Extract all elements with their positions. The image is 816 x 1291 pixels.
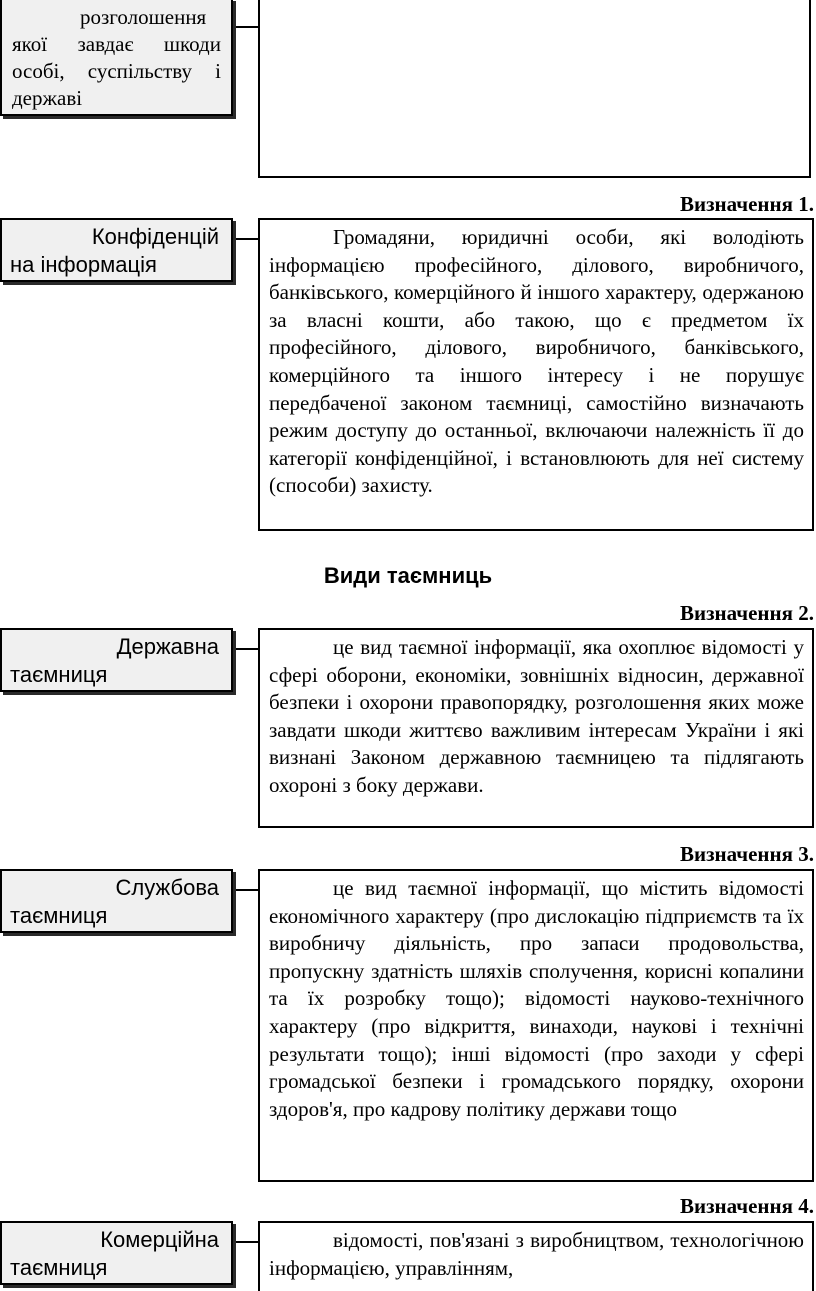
term-box (0, 218, 233, 282)
definition-box (258, 1221, 814, 1291)
connector-line (236, 26, 260, 28)
term-box (0, 869, 233, 933)
definition-label: Визначення 3. (679, 842, 814, 866)
term-fragment-line2: якої завдає шкоди особі, суспільству і державі (12, 32, 221, 110)
term-box (0, 628, 233, 692)
term-fragment-line1: розголошення (80, 5, 207, 29)
term-line: таємниця (10, 1255, 108, 1280)
definition-box (258, 628, 814, 828)
definition-label: Визначення 2. (679, 601, 814, 625)
term-line: Комерційна (100, 1227, 219, 1252)
definition-text: це вид таємної інформації, що містить відомості економічного характеру (про дислокацію підприємств та їх виробничу діяльність, про запаси продовольства, пропускну здатність шляхів сполучення, корисні копалини та їх розробку тощо); відомості науково-технічного характеру (про відкриття, винаходи, наукові і технічні результати тощо); інші відомості (про заходи у сфері громадської безпеки і громадського порядку, охорони здоров'я, про кадрову політику держави тощо (269, 876, 804, 1121)
term-line: таємниця (10, 662, 108, 687)
section-title: Види таємниць (323, 563, 493, 588)
definition-text: Громадяни, юридичні особи, які володіють інформацією професійного, ділового, виробничого, банківського, комерційного й іншого характеру, одержаною за власні кошти, або такою, що є предметом їх професійного, ділового, виробничого, банківського, комерційного та іншого інтересу і не порушує передбаченої законом таємниці, самостійно визначають режим доступу до останньої, включаючи належність її до категорії конфіденційної, і встановлюють для неї систему (способи) захисту. (269, 225, 804, 498)
term-line: Службова (115, 875, 219, 900)
connector-line (236, 238, 260, 240)
connector-line (236, 648, 260, 650)
term-line: Конфіденцій (91, 224, 219, 249)
term-line: Державна (116, 634, 219, 659)
term-box (0, 1221, 233, 1285)
connector-line (236, 1241, 260, 1243)
definition-box-fragment (258, 0, 811, 178)
definition-text: відомості, пов'язані з виробництвом, технологічною інформацією, управлінням, (269, 1228, 804, 1280)
definition-label: Визначення 1. (679, 192, 814, 216)
term-line: на інформація (10, 252, 157, 277)
connector-line (236, 889, 260, 891)
term-box-fragment (0, 0, 233, 116)
definition-box (258, 218, 814, 531)
definition-label: Визначення 4. (679, 1194, 814, 1218)
term-line: таємниця (10, 903, 108, 928)
definition-box (258, 869, 814, 1182)
definition-text: це вид таємної інформації, яка охоплює відомості у сфері оборони, економіки, зовнішніх відносин, державної безпеки і охорони правопорядку, розголошення яких може завдати шкоди життєво важливим інтересам України і які визнані Законом державною таємницею та підлягають охороні з боку держави. (269, 635, 804, 797)
